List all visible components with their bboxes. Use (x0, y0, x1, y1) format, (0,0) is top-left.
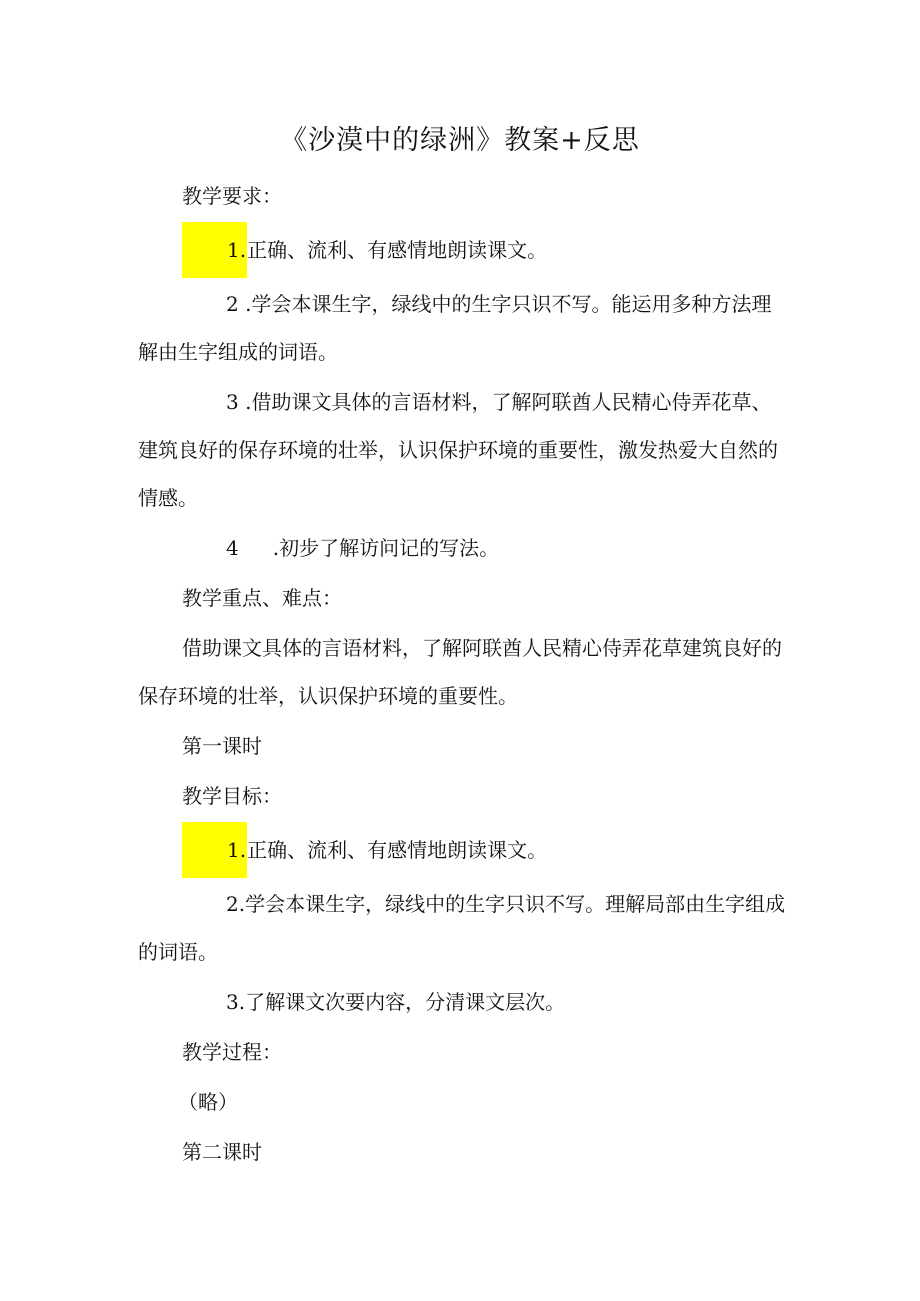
paragraph-number: 3 . (226, 390, 252, 414)
paragraph-text: 教学要求： (182, 184, 282, 208)
paragraph-number: 2. (226, 892, 246, 916)
paragraph-goal-2 (138, 880, 788, 976)
paragraph-teaching-process (138, 1028, 788, 1076)
paragraph-key-points (138, 574, 788, 622)
paragraph-key-points-body (138, 624, 788, 720)
paragraph-text: 正确、流利、有感情地朗读课文。 (247, 838, 548, 862)
paragraph-goal-1 (138, 822, 788, 878)
paragraph-text: 了解课文次要内容，分清课文层次。 (245, 990, 566, 1014)
paragraph-number: 3. (226, 990, 246, 1014)
paragraph-text: 第二课时 (182, 1140, 262, 1164)
paragraph-text: 教学过程： (182, 1040, 282, 1064)
paragraph-text: （略） (178, 1090, 238, 1114)
paragraph-requirement-3 (138, 378, 788, 522)
highlighted-number: 1. (182, 822, 247, 878)
paragraph-omitted (138, 1078, 788, 1126)
paragraph-first-lesson (138, 722, 788, 770)
paragraph-text: 学会本课生字，绿线中的生字只识不写。理解局部由生字组成的词语。 (138, 892, 786, 964)
paragraph-requirement-1 (138, 222, 788, 278)
paragraph-requirement-4 (138, 524, 788, 572)
paragraph-second-lesson (138, 1128, 788, 1176)
paragraph-number: 2 . (226, 292, 252, 316)
paragraph-goal-3 (138, 978, 788, 1026)
paragraph-text: 借助课文具体的言语材料，了解阿联酋人民精心侍弄花草建筑良好的保存环境的壮举，认识保护环境的重要性。 (138, 636, 782, 708)
document-title: 《沙漠中的绿洲》教案+反思 (280, 125, 640, 156)
paragraph-requirement-2 (138, 280, 788, 376)
paragraph-text: 正确、流利、有感情地朗读课文。 (247, 238, 548, 262)
paragraph-teaching-requirements (138, 172, 788, 220)
paragraph-text: 教学目标： (182, 784, 282, 808)
paragraph-text: 教学重点、难点： (182, 586, 342, 610)
highlighted-number: 1. (182, 222, 247, 278)
paragraph-text: 第一课时 (182, 734, 262, 758)
paragraph-text: .初步了解访问记的写法。 (272, 536, 500, 560)
paragraph-text: 借助课文具体的言语材料，了解阿联酋人民精心侍弄花草、建筑良好的保存环境的壮举，认识保护环境的重要性，激发热爱大自然的情感。 (138, 390, 778, 510)
document-body (138, 172, 788, 1178)
paragraph-text: 学会本课生字，绿线中的生字只识不写。能运用多种方法理解由生字组成的词语。 (138, 292, 772, 364)
paragraph-number: 4 (226, 536, 239, 560)
paragraph-teaching-goals (138, 772, 788, 820)
